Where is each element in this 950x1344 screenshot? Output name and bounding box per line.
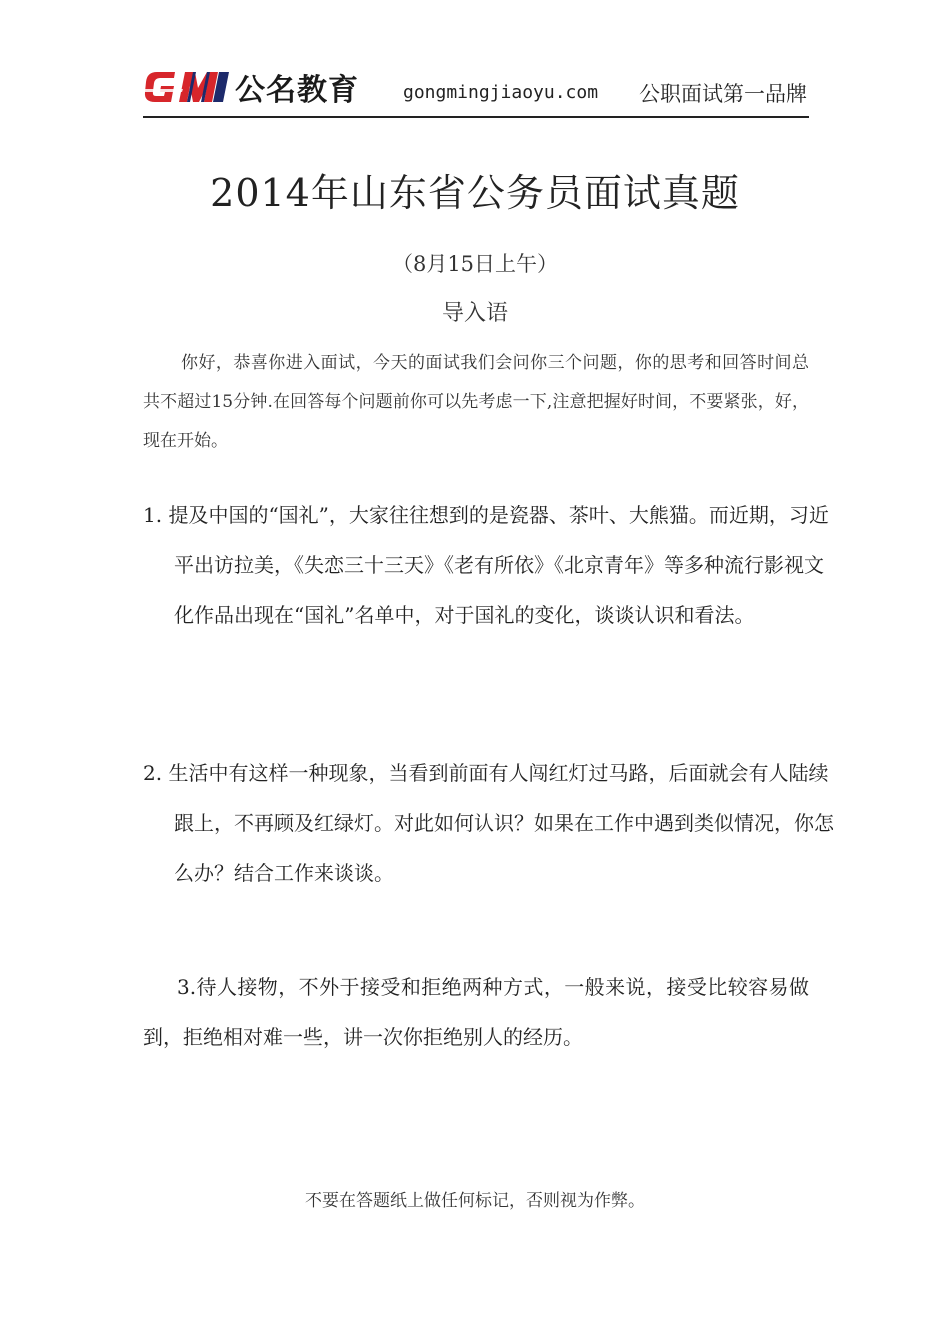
question-2: 2. 生活中有这样一种现象，当看到前面有人闯红灯过马路，后面就会有人陆续跟上，不再顾及红绿灯。对此如何认识？如果在工作中遇到类似情况，你怎么办？结合工作来谈谈。 <box>143 761 834 885</box>
header-divider <box>143 116 809 118</box>
question-1: 1. 提及中国的“国礼”，大家往往想到的是瓷器、茶叶、大熊猫。而近期，习近平出访拉美，《失恋三十三天》《老有所依》《北京青年》等多种流行影视文化作品出现在“国礼”名单中，对于国礼的变化，谈谈认识和看法。 <box>143 503 829 627</box>
question-3: 3.待人接物，不外于接受和拒绝两种方式，一般来说，接受比较容易做到，拒绝相对难一些，讲一次你拒绝别人的经历。 <box>143 975 809 1049</box>
exam-date: （8月15日上午） <box>391 252 559 276</box>
document-title: 2014年山东省公务员面试真题 <box>210 171 740 215</box>
footer-note: 不要在答题纸上做任何标记，否则视为作弊。 <box>305 1191 645 1211</box>
intro-heading: 导入语 <box>441 301 508 326</box>
site-url: gongmingjiaoyu.com <box>403 82 599 103</box>
brand-name: 公名教育 <box>235 73 359 108</box>
brand-logo <box>143 66 359 108</box>
page-header <box>143 62 809 118</box>
gm-logo-icon <box>143 68 231 106</box>
intro-paragraph: 你好，恭喜你进入面试，今天的面试我们会问你三个问题，你的思考和回答时间总共不超过15分钟.在回答每个问题前你可以先考虑一下,注意把握好时间，不要紧张，好，现在开始。 <box>143 353 809 451</box>
brand-slogan: 公职面试第一品牌 <box>639 82 807 106</box>
